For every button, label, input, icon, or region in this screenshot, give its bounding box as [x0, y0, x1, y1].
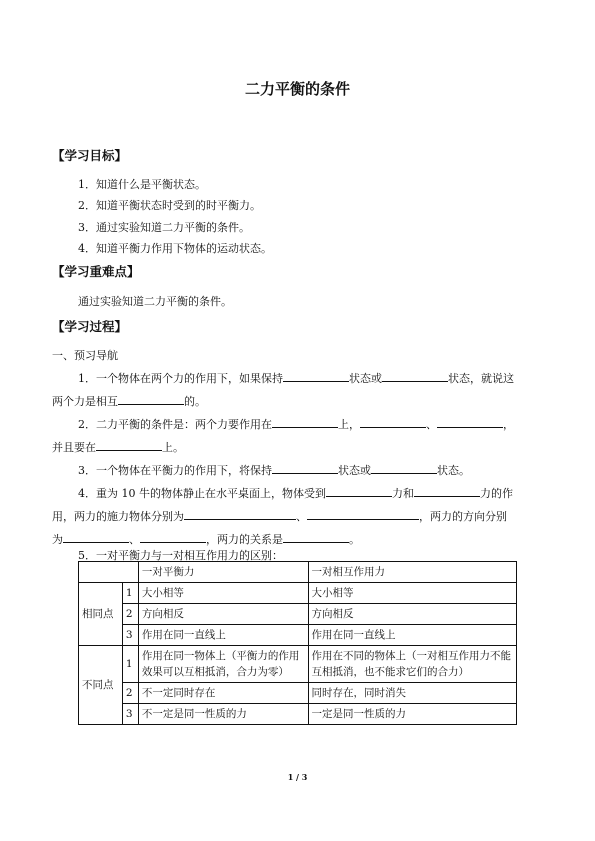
- fill-blank[interactable]: [382, 370, 448, 382]
- fill-blank[interactable]: [437, 416, 503, 428]
- comparison-table: [78, 561, 517, 725]
- table-cell: 作用在不同的物体上（一对相互作用力不能互相抵消，也不能求它们的合力）: [308, 646, 517, 683]
- table-cell: 不一定是同一性质的力: [138, 704, 308, 725]
- question-2-line1: 2．二力平衡的条件是：两个力要作用在 上， 、 ，: [78, 418, 514, 431]
- fill-blank[interactable]: [371, 462, 437, 474]
- fill-blank[interactable]: [140, 531, 206, 543]
- fill-blank[interactable]: [414, 485, 480, 497]
- table-header-row: [79, 562, 517, 583]
- row-number: 1: [122, 583, 138, 604]
- table-cell: 作用在同一直线上: [138, 625, 308, 646]
- table-cell: 方向相反: [138, 604, 308, 625]
- question-1-line1: 1．一个物体在两个力的作用下，如果保持 状态或 状态，就说这: [78, 372, 514, 385]
- page-title: 二力平衡的条件: [244, 80, 350, 98]
- page-number: 1 / 3: [287, 772, 308, 782]
- goal-item: 3．通过实验知道二力平衡的条件。: [78, 221, 250, 234]
- table-row: [79, 646, 517, 683]
- table-cell: 一定是同一性质的力: [308, 704, 517, 725]
- group-label-different: 不同点: [79, 646, 123, 725]
- table-row: [79, 704, 517, 725]
- group-label-same: 相同点: [79, 583, 123, 646]
- fill-blank[interactable]: [184, 508, 296, 520]
- preview-subheading: 一、预习导航: [52, 349, 118, 362]
- table-cell: 作用在同一物体上（平衡力的作用效果可以互相抵消，合力为零）: [138, 646, 308, 683]
- table-header-cell: 一对平衡力: [138, 562, 308, 583]
- table-cell: 大小相等: [138, 583, 308, 604]
- question-3: 3．一个物体在平衡力的作用下，将保持 状态或 状态。: [78, 464, 470, 477]
- table-row: [79, 583, 517, 604]
- key-points-heading: 【学习重难点】: [52, 264, 140, 279]
- fill-blank[interactable]: [360, 416, 426, 428]
- goal-item: 2．知道平衡状态时受到的时平衡力。: [78, 199, 261, 212]
- fill-blank[interactable]: [272, 462, 338, 474]
- fill-blank[interactable]: [63, 531, 129, 543]
- goal-item: 1．知道什么是平衡状态。: [78, 178, 206, 191]
- row-number: 3: [122, 704, 138, 725]
- row-number: 3: [122, 625, 138, 646]
- table-cell: 作用在同一直线上: [308, 625, 517, 646]
- table-cell: 方向相反: [308, 604, 517, 625]
- row-number: 2: [122, 683, 138, 704]
- question-1-line2: 两个力是相互 的。: [52, 395, 206, 408]
- fill-blank[interactable]: [272, 416, 338, 428]
- key-points-text: 通过实验知道二力平衡的条件。: [78, 295, 232, 308]
- question-4-line3: 为 、 ，两力的关系是 。: [52, 533, 360, 546]
- table-row: [79, 625, 517, 646]
- question-5: 5．一对平衡力与一对相互作用力的区别：: [78, 549, 283, 562]
- table-header-cell: 一对相互作用力: [308, 562, 517, 583]
- table-cell: 大小相等: [308, 583, 517, 604]
- fill-blank[interactable]: [96, 439, 162, 451]
- table-row: [79, 683, 517, 704]
- fill-blank[interactable]: [118, 393, 184, 405]
- table-cell: 不一定同时存在: [138, 683, 308, 704]
- question-4-line1: 4．重为 10 牛的物体静止在水平桌面上，物体受到 力和 力的作: [78, 487, 513, 500]
- goals-heading: 【学习目标】: [52, 148, 128, 163]
- table-cell: 同时存在，同时消失: [308, 683, 517, 704]
- fill-blank[interactable]: [307, 508, 419, 520]
- process-heading: 【学习过程】: [52, 319, 128, 334]
- fill-blank[interactable]: [283, 370, 349, 382]
- table-row: [79, 604, 517, 625]
- fill-blank[interactable]: [326, 485, 392, 497]
- fill-blank[interactable]: [283, 531, 349, 543]
- question-4-line2: 用，两力的施力物体分别为 、 ，两力的方向分别: [52, 510, 507, 523]
- row-number: 2: [122, 604, 138, 625]
- question-2-line2: 并且要在 上。: [52, 441, 184, 454]
- goal-item: 4．知道平衡力作用下物体的运动状态。: [78, 242, 272, 255]
- table-header-corner: [79, 562, 139, 583]
- row-number: 1: [122, 646, 138, 683]
